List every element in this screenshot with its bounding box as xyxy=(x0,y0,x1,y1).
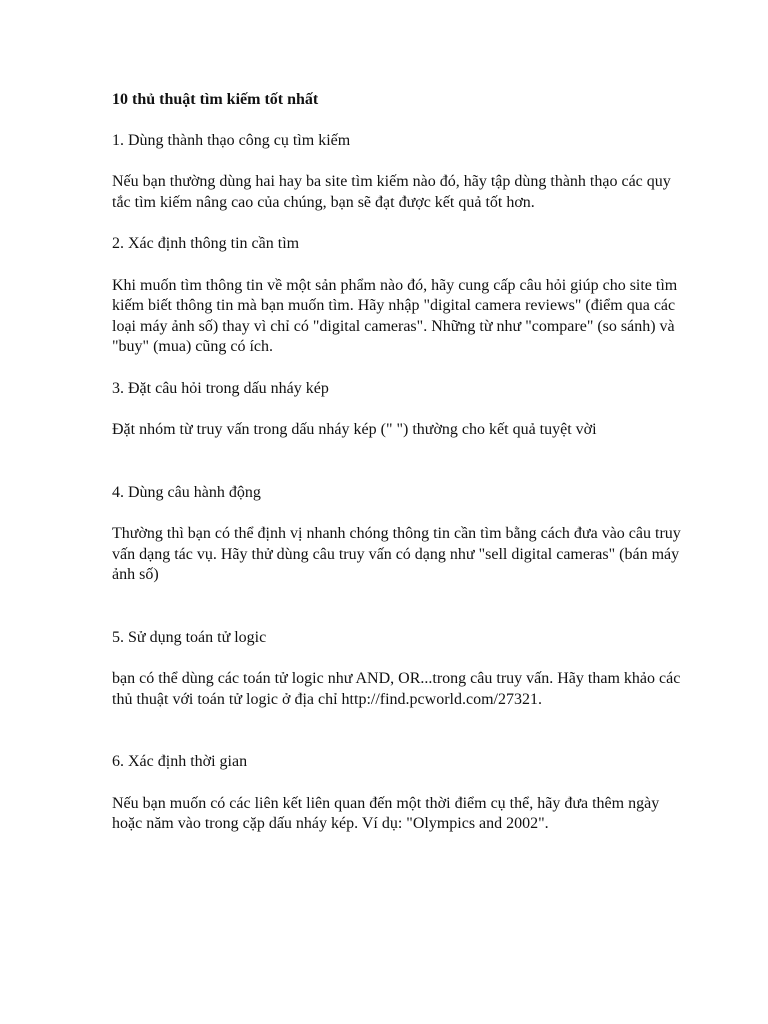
section-heading: 5. Sử dụng toán tử logic xyxy=(112,628,267,646)
section-5 xyxy=(112,628,688,711)
section-heading: 3. Đặt câu hỏi trong dấu nháy kép xyxy=(112,379,329,397)
section-body: Nếu bạn thường dùng hai hay ba site tìm kiếm nào đó, hãy tập dùng thành thạo các quy tắc tìm kiếm nâng cao của chúng, bạn sẽ đạt được kết quả tốt hơn. xyxy=(112,173,671,211)
section-heading: 2. Xác định thông tin cần tìm xyxy=(112,235,300,252)
section-body: Thường thì bạn có thể định vị nhanh chóng thông tin cần tìm bằng cách đưa vào câu truy vấn dạng tác vụ. Hãy thử dùng câu truy vấn có dạng như "sell digital cameras" (bán máy ảnh số) xyxy=(112,525,681,583)
section-2 xyxy=(112,234,688,358)
section-6 xyxy=(112,752,688,835)
section-body: bạn có thể dùng các toán tử logic như AND, OR...trong câu truy vấn. Hãy tham khảo các thủ thuật với toán tử logic ở địa chỉ http://find.pcworld.com/27321. xyxy=(112,670,681,708)
document-title: 10 thủ thuật tìm kiếm tốt nhất xyxy=(112,91,319,108)
section-heading: 4. Dùng câu hành động xyxy=(112,483,261,501)
section-body: Nếu bạn muốn có các liên kết liên quan đến một thời điểm cụ thể, hãy đưa thêm ngày hoặc năm vào trong cặp dấu nháy kép. Ví dụ: "Olympics and 2002". xyxy=(112,794,660,832)
section-3 xyxy=(112,379,688,441)
section-4 xyxy=(112,483,688,586)
section-heading: 6. Xác định thời gian xyxy=(112,753,248,770)
section-body: Khi muốn tìm thông tin về một sản phẩm nào đó, hãy cung cấp câu hỏi giúp cho site tìm kiếm biết thông tin mà bạn muốn tìm. Hãy nhập "digital camera reviews" (điểm qua các loại máy ảnh số) thay vì chỉ có "digital cameras". Những từ như "compare" (so sánh) và "buy" (mua) cũng có ích. xyxy=(112,276,678,355)
section-1 xyxy=(112,131,688,214)
section-heading: 1. Dùng thành thạo công cụ tìm kiếm xyxy=(112,131,351,149)
section-body: Đặt nhóm từ truy vấn trong dấu nháy kép (" ") thường cho kết quả tuyệt vời xyxy=(112,421,597,438)
